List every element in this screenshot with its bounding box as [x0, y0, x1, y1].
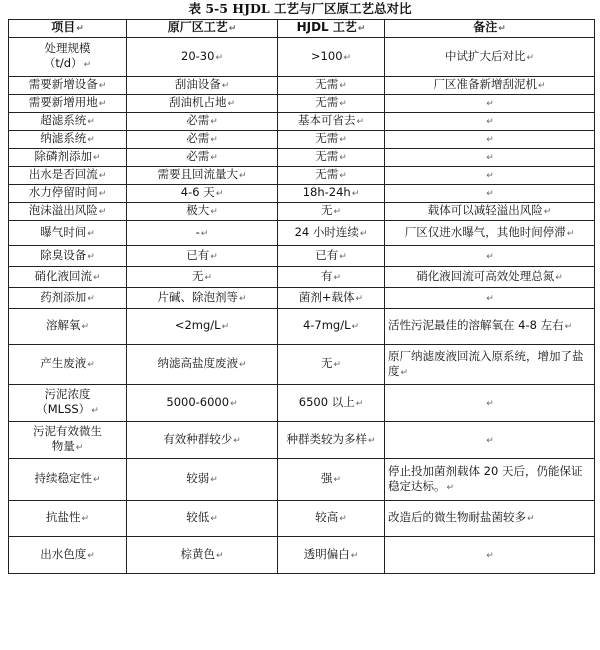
cell-text: >100: [310, 48, 343, 63]
return-mark-icon: ↵: [351, 322, 360, 332]
cell-remark: [385, 288, 595, 309]
cell-text: 停止投加菌剂载体 20 天后，仍能保证稳定达标。: [388, 463, 583, 493]
table-row: [9, 221, 595, 246]
cell-text: 纳滤系统: [40, 131, 87, 145]
cell-text: 曝气时间: [40, 224, 87, 239]
return-mark-icon: ↵: [228, 24, 237, 34]
cell-remark: [385, 345, 595, 385]
cell-text: 药剂添加: [40, 289, 87, 304]
return-mark-icon: ↵: [215, 550, 224, 561]
return-mark-icon: ↵: [238, 293, 247, 304]
cell-original: [127, 167, 278, 185]
return-mark-icon: ↵: [339, 135, 347, 145]
cell-original: [127, 459, 278, 501]
return-mark-icon: ↵: [357, 24, 366, 34]
table-row: [9, 459, 595, 501]
cell-text: HJDL 工艺: [296, 20, 357, 34]
cell-text: 必需: [186, 131, 210, 145]
return-mark-icon: ↵: [81, 322, 90, 332]
cell-original: [127, 221, 278, 246]
table-row: [9, 203, 595, 221]
cell-text: 泡沫溢出风险: [28, 203, 98, 217]
cell-text: 较高: [315, 510, 339, 524]
cell-text: 无: [191, 268, 204, 283]
cell-text: 污泥有效微生 物量: [33, 424, 102, 453]
table-row: [9, 113, 595, 131]
cell-text: 持续稳定性: [34, 471, 92, 485]
cell-remark: [385, 149, 595, 167]
cell-item: [9, 77, 127, 95]
cell-hjdl: [278, 149, 385, 167]
cell-hjdl: [278, 77, 385, 95]
return-mark-icon: ↵: [210, 251, 218, 262]
return-mark-icon: ↵: [210, 135, 218, 145]
cell-original: [127, 131, 278, 149]
return-mark-icon: ↵: [215, 52, 223, 63]
cell-text: 4-7mg/L: [302, 318, 351, 332]
cell-text: 有效种群较少: [163, 431, 233, 446]
return-mark-icon: ↵: [339, 514, 347, 524]
return-mark-icon: ↵: [76, 24, 84, 34]
return-mark-icon: ↵: [339, 153, 347, 163]
header-original: [127, 20, 278, 38]
cell-text: 片碱、除泡剂等: [157, 289, 238, 304]
cell-text: 产生废液: [40, 356, 87, 370]
cell-text: 纳滤高盐度废液: [157, 356, 238, 370]
table-row: [9, 185, 595, 203]
cell-text: 透明偏白: [303, 546, 350, 561]
return-mark-icon: ↵: [98, 207, 107, 217]
return-mark-icon: ↵: [355, 293, 364, 304]
cell-text: 需要且回流量大: [157, 167, 238, 181]
cell-text: 原厂纳滤废液回流入原系统，增加了盐度: [388, 348, 584, 378]
header-remark: [385, 20, 595, 38]
cell-hjdl: [278, 537, 385, 574]
comparison-table: [8, 19, 595, 574]
return-mark-icon: ↵: [200, 228, 209, 239]
table-row: [9, 246, 595, 267]
cell-remark: [385, 95, 595, 113]
return-mark-icon: ↵: [87, 550, 95, 561]
cell-hjdl: [278, 221, 385, 246]
return-mark-icon: ↵: [92, 272, 101, 283]
cell-remark: [385, 185, 595, 203]
cell-original: [127, 345, 278, 385]
cell-text: 18h-24h: [302, 185, 351, 199]
return-mark-icon: ↵: [486, 398, 494, 409]
cell-text: 厂区仅进水曝气，其他时间停滞: [404, 224, 566, 239]
cell-text: 改造后的微生物耐盐菌较多: [388, 510, 526, 524]
cell-text: 较弱: [186, 471, 210, 485]
cell-remark: [385, 309, 595, 345]
cell-item: [9, 95, 127, 113]
table-row: [9, 501, 595, 537]
cell-text: 基本可省去: [297, 113, 356, 127]
cell-item: [9, 385, 127, 422]
table-row: [9, 422, 595, 459]
cell-text: 需要新增设备: [28, 77, 98, 91]
cell-remark: [385, 113, 595, 131]
cell-original: [127, 537, 278, 574]
return-mark-icon: ↵: [81, 514, 90, 524]
cell-remark: [385, 385, 595, 422]
cell-hjdl: [278, 501, 385, 537]
cell-hjdl: [278, 167, 385, 185]
cell-original: [127, 246, 278, 267]
return-mark-icon: ↵: [87, 251, 95, 262]
return-mark-icon: ↵: [233, 435, 241, 446]
table-row: [9, 537, 595, 574]
return-mark-icon: ↵: [359, 228, 368, 239]
table-caption: 表 5-5 HJDL 工艺与厂区原工艺总对比: [188, 1, 412, 16]
cell-original: [127, 38, 278, 77]
cell-text: 极大: [186, 203, 210, 217]
cell-text: 24 小时连续: [294, 224, 359, 239]
cell-text: 较低: [186, 510, 210, 524]
cell-text: 无需: [315, 149, 339, 163]
return-mark-icon: ↵: [486, 153, 494, 163]
return-mark-icon: ↵: [566, 228, 575, 239]
cell-remark: [385, 267, 595, 288]
cell-original: [127, 288, 278, 309]
cell-original: [127, 149, 278, 167]
table-row: [9, 385, 595, 422]
cell-hjdl: [278, 385, 385, 422]
cell-text: 5000-6000: [166, 394, 230, 409]
cell-original: [127, 501, 278, 537]
return-mark-icon: ↵: [238, 360, 247, 370]
return-mark-icon: ↵: [333, 475, 342, 485]
cell-text: 备注: [473, 20, 498, 34]
cell-hjdl: [278, 185, 385, 203]
return-mark-icon: ↵: [486, 189, 494, 199]
return-mark-icon: ↵: [564, 322, 573, 332]
cell-item: [9, 131, 127, 149]
cell-remark: [385, 537, 595, 574]
cell-text: 抗盐性: [45, 510, 81, 524]
return-mark-icon: ↵: [527, 514, 535, 524]
return-mark-icon: ↵: [339, 251, 347, 262]
table-row: [9, 77, 595, 95]
return-mark-icon: ↵: [92, 475, 101, 485]
cell-hjdl: [278, 288, 385, 309]
cell-hjdl: [278, 345, 385, 385]
return-mark-icon: ↵: [83, 60, 92, 70]
return-mark-icon: ↵: [210, 514, 218, 524]
cell-item: [9, 459, 127, 501]
cell-original: [127, 203, 278, 221]
cell-text: 污泥浓度 （MLSS）: [36, 387, 91, 416]
cell-text: 无需: [315, 77, 339, 91]
return-mark-icon: ↵: [537, 81, 546, 91]
return-mark-icon: ↵: [333, 272, 342, 283]
cell-text: 6500 以上: [298, 394, 355, 409]
cell-hjdl: [278, 422, 385, 459]
cell-item: [9, 501, 127, 537]
return-mark-icon: ↵: [98, 171, 107, 181]
cell-hjdl: [278, 246, 385, 267]
cell-remark: [385, 38, 595, 77]
return-mark-icon: ↵: [367, 435, 376, 446]
cell-item: [9, 113, 127, 131]
cell-text: 无需: [315, 131, 339, 145]
cell-item: [9, 422, 127, 459]
cell-remark: [385, 167, 595, 185]
return-mark-icon: ↵: [87, 360, 95, 370]
return-mark-icon: ↵: [210, 475, 218, 485]
cell-hjdl: [278, 267, 385, 288]
table-row: [9, 131, 595, 149]
return-mark-icon: ↵: [355, 398, 364, 409]
cell-text: 无: [320, 356, 333, 370]
cell-hjdl: [278, 131, 385, 149]
return-mark-icon: ↵: [204, 272, 213, 283]
cell-text: 必需: [186, 149, 210, 163]
cell-text: 厂区准备新增刮泥机: [433, 77, 537, 91]
cell-item: [9, 345, 127, 385]
cell-remark: [385, 203, 595, 221]
return-mark-icon: ↵: [92, 153, 101, 163]
table-row: [9, 309, 595, 345]
cell-item: [9, 185, 127, 203]
cell-text: 20-30: [181, 48, 215, 63]
cell-item: [9, 203, 127, 221]
return-mark-icon: ↵: [486, 99, 494, 109]
return-mark-icon: ↵: [75, 443, 84, 453]
cell-hjdl: [278, 309, 385, 345]
cell-item: [9, 38, 127, 77]
return-mark-icon: ↵: [339, 99, 347, 109]
return-mark-icon: ↵: [87, 228, 95, 239]
cell-hjdl: [278, 203, 385, 221]
return-mark-icon: ↵: [238, 171, 247, 181]
cell-text: 无需: [315, 167, 339, 181]
cell-text: <2mg/L: [174, 318, 221, 332]
return-mark-icon: ↵: [555, 272, 563, 283]
return-mark-icon: ↵: [87, 293, 95, 304]
cell-original: [127, 77, 278, 95]
return-mark-icon: ↵: [98, 189, 107, 199]
cell-item: [9, 537, 127, 574]
cell-text: 菌剂+载体: [298, 289, 355, 304]
cell-text: 硝化液回流可高效处理总氮: [416, 268, 555, 283]
cell-text: 项目: [51, 20, 76, 34]
header-row: [9, 20, 595, 38]
return-mark-icon: ↵: [227, 99, 236, 109]
cell-item: [9, 246, 127, 267]
return-mark-icon: ↵: [221, 322, 230, 332]
table-row: [9, 345, 595, 385]
return-mark-icon: ↵: [486, 251, 494, 262]
cell-text: 超滤系统: [40, 113, 87, 127]
cell-text: 中试扩大后对比: [444, 48, 526, 63]
return-mark-icon: ↵: [486, 550, 494, 561]
cell-item: [9, 149, 127, 167]
return-mark-icon: ↵: [486, 293, 494, 304]
header-hjdl: [278, 20, 385, 38]
cell-original: [127, 422, 278, 459]
cell-remark: [385, 459, 595, 501]
cell-item: [9, 221, 127, 246]
return-mark-icon: ↵: [343, 52, 352, 63]
cell-text: 出水色度: [40, 546, 87, 561]
cell-text: 处理规模 （t/d）: [43, 41, 91, 70]
cell-item: [9, 309, 127, 345]
cell-text: 种群类较为多样: [286, 431, 367, 446]
cell-text: 刮油机占地: [168, 95, 227, 109]
table-row: [9, 95, 595, 113]
return-mark-icon: ↵: [339, 81, 347, 91]
return-mark-icon: ↵: [210, 153, 218, 163]
cell-remark: [385, 501, 595, 537]
return-mark-icon: ↵: [526, 52, 535, 63]
cell-item: [9, 288, 127, 309]
cell-hjdl: [278, 38, 385, 77]
return-mark-icon: ↵: [98, 99, 107, 109]
return-mark-icon: ↵: [221, 81, 230, 91]
return-mark-icon: ↵: [486, 135, 494, 145]
cell-text: 已有: [186, 247, 210, 262]
cell-text: 必需: [186, 113, 210, 127]
return-mark-icon: ↵: [333, 207, 342, 217]
cell-text: 出水是否回流: [28, 167, 98, 181]
table-row: [9, 288, 595, 309]
return-mark-icon: ↵: [87, 117, 95, 127]
return-mark-icon: ↵: [91, 406, 99, 416]
return-mark-icon: ↵: [215, 189, 224, 199]
cell-text: 水力停留时间: [28, 185, 98, 199]
cell-remark: [385, 77, 595, 95]
cell-text: 有: [320, 268, 333, 283]
return-mark-icon: ↵: [486, 435, 494, 446]
header-item: [9, 20, 127, 38]
return-mark-icon: ↵: [333, 360, 342, 370]
return-mark-icon: ↵: [543, 207, 552, 217]
cell-text: 硝化液回流: [34, 268, 92, 283]
cell-hjdl: [278, 113, 385, 131]
cell-text: -: [195, 224, 200, 239]
cell-remark: [385, 221, 595, 246]
cell-original: [127, 113, 278, 131]
cell-original: [127, 95, 278, 113]
return-mark-icon: ↵: [210, 207, 218, 217]
table-row: [9, 267, 595, 288]
cell-text: 已有: [315, 247, 339, 262]
cell-text: 棕黄色: [180, 546, 215, 561]
cell-original: [127, 309, 278, 345]
return-mark-icon: ↵: [446, 482, 455, 493]
cell-text: 原厂区工艺: [167, 20, 228, 34]
table-row: [9, 149, 595, 167]
table-row: [9, 38, 595, 77]
return-mark-icon: ↵: [210, 117, 218, 127]
return-mark-icon: ↵: [400, 367, 409, 378]
cell-original: [127, 385, 278, 422]
cell-text: 刮油设备: [174, 77, 221, 91]
return-mark-icon: ↵: [486, 171, 494, 181]
return-mark-icon: ↵: [486, 117, 494, 127]
return-mark-icon: ↵: [230, 398, 238, 409]
return-mark-icon: ↵: [98, 81, 107, 91]
return-mark-icon: ↵: [498, 24, 506, 34]
cell-item: [9, 267, 127, 288]
cell-remark: [385, 131, 595, 149]
return-mark-icon: ↵: [350, 550, 359, 561]
cell-original: [127, 267, 278, 288]
cell-text: 无: [320, 203, 333, 217]
cell-text: 除磷剂添加: [34, 149, 92, 163]
cell-text: 活性污泥最佳的溶解氧在 4-8 左右: [388, 318, 564, 332]
cell-remark: [385, 422, 595, 459]
return-mark-icon: ↵: [356, 117, 365, 127]
cell-text: 载体可以减轻溢出风险: [427, 203, 543, 217]
cell-text: 除臭设备: [40, 247, 87, 262]
cell-text: 4-6 天: [180, 185, 215, 199]
return-mark-icon: ↵: [87, 135, 95, 145]
cell-item: [9, 167, 127, 185]
cell-text: 需要新增用地: [28, 95, 98, 109]
cell-text: 溶解氧: [45, 318, 81, 332]
cell-text: 强: [320, 471, 333, 485]
return-mark-icon: ↵: [351, 189, 360, 199]
cell-original: [127, 185, 278, 203]
cell-remark: [385, 246, 595, 267]
table-row: [9, 167, 595, 185]
cell-text: 无需: [315, 95, 339, 109]
return-mark-icon: ↵: [339, 171, 347, 181]
cell-hjdl: [278, 459, 385, 501]
cell-hjdl: [278, 95, 385, 113]
